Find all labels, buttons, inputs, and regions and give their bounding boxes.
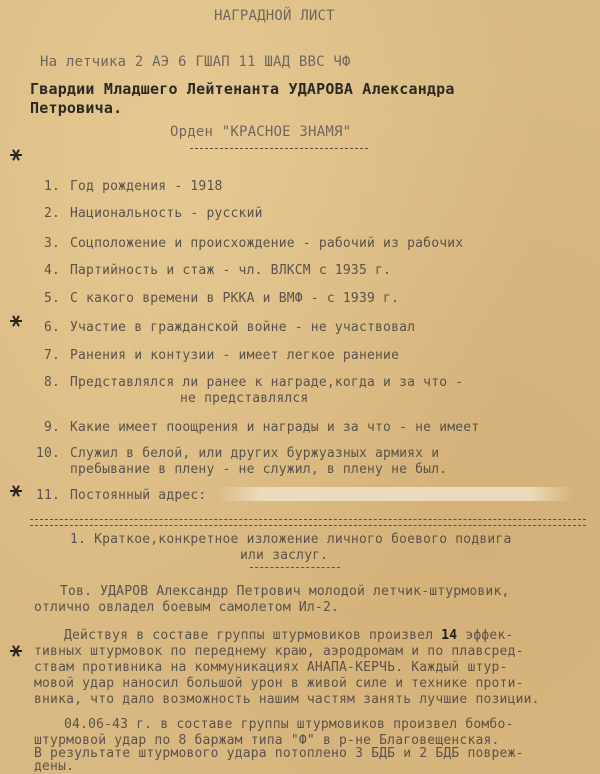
question-text-cont: не представлялся bbox=[180, 391, 309, 406]
question-text: Участие в гражданской войне - не участвовал bbox=[70, 320, 416, 335]
question-text: Постоянный адрес: bbox=[70, 488, 207, 503]
body-line: мовой удар наносил большой урон в живой силе и технике проти- bbox=[34, 676, 524, 691]
punch-mark bbox=[10, 316, 20, 326]
punch-mark bbox=[10, 646, 20, 656]
section-title: 1. Краткое,конкретное изложение личного боевого подвига bbox=[70, 532, 512, 547]
question-num: 6. bbox=[44, 320, 61, 335]
punch-mark bbox=[10, 150, 20, 160]
section-title-cont: или заслуг. bbox=[240, 548, 329, 563]
question-text: Какие имеет поощрения и награды и за что - не имеет bbox=[70, 420, 480, 435]
question-num: 4. bbox=[44, 263, 61, 278]
question-num: 8. bbox=[44, 375, 61, 390]
body-line: штурмовой удар по 8 баржам типа "Ф" в р-не Благовещенская. bbox=[34, 733, 500, 748]
section-underline bbox=[250, 567, 340, 568]
body-line: Действуя в составе группы штурмовиков произвел 14 эффек- bbox=[64, 628, 514, 643]
section-divider bbox=[30, 519, 586, 520]
body-line: дены. bbox=[34, 759, 75, 774]
question-text: Представлялся ли ранее к награде,когда и за что - bbox=[70, 375, 464, 390]
punch-mark bbox=[10, 486, 20, 496]
award-name: Орден "КРАСНОЕ ЗНАМЯ" bbox=[170, 124, 352, 140]
question-num: 10. bbox=[36, 446, 61, 461]
body-line: вника, что дало возможность нашим частям занять лучшие позиции. bbox=[34, 692, 540, 707]
section-divider bbox=[30, 525, 586, 526]
body-line: ствам противника на коммуникациях АНАПА-КЕРЧЬ. Каждый штур- bbox=[34, 660, 508, 675]
question-text: Служил в белой, или других буржуазных армиях и bbox=[70, 446, 440, 461]
question-num: 1. bbox=[44, 179, 61, 194]
question-text: Национальность - русский bbox=[70, 206, 263, 221]
recipient-unit: На летчика 2 АЭ 6 ГШАП 11 ШАД ВВС ЧФ bbox=[40, 54, 351, 70]
body-line: 04.06-43 г. в составе группы штурмовиков произвел бомбо- bbox=[64, 717, 514, 732]
body-line: отлично овладел боевым самолетом Ил-2. bbox=[34, 600, 340, 615]
question-text: Ранения и контузии - имеет легкое ранение bbox=[70, 348, 400, 363]
question-num: 11. bbox=[36, 488, 61, 503]
question-num: 5. bbox=[44, 291, 61, 306]
body-line: тивных штурмовок по переднему краю, аэродромам и по плавсред- bbox=[34, 644, 524, 659]
body-line: Тов. УДАРОВ Александр Петрович молодой летчик-штурмовик, bbox=[60, 584, 510, 599]
document-title: НАГРАДНОЙ ЛИСТ bbox=[214, 8, 335, 24]
question-text-cont: пребывание в плену - не служил, в плену не был. bbox=[70, 462, 448, 477]
question-text: Соцположение и происхождение - рабочий из рабочих bbox=[70, 236, 464, 251]
question-num: 9. bbox=[44, 420, 61, 435]
question-num: 7. bbox=[44, 348, 61, 363]
sortie-count: 14 bbox=[441, 628, 458, 643]
recipient-patronymic: Петровича. bbox=[30, 99, 123, 117]
question-num: 2. bbox=[44, 206, 61, 221]
question-text: С какого времени в РККА и ВМФ - с 1939 г. bbox=[70, 291, 400, 306]
question-text: Партийность и стаж - чл. ВЛКСМ с 1935 г. bbox=[70, 263, 392, 278]
body-line: В результате штурмового удара потоплено 3 БДБ и 2 БДБ повреж- bbox=[34, 746, 524, 761]
question-text: Год рождения - 1918 bbox=[70, 179, 223, 194]
award-underline bbox=[190, 148, 368, 149]
recipient-name: Гвардии Младшего Лейтенанта УДАРОВА Александра bbox=[30, 80, 455, 98]
question-num: 3. bbox=[44, 236, 61, 251]
redacted-address bbox=[218, 487, 573, 501]
